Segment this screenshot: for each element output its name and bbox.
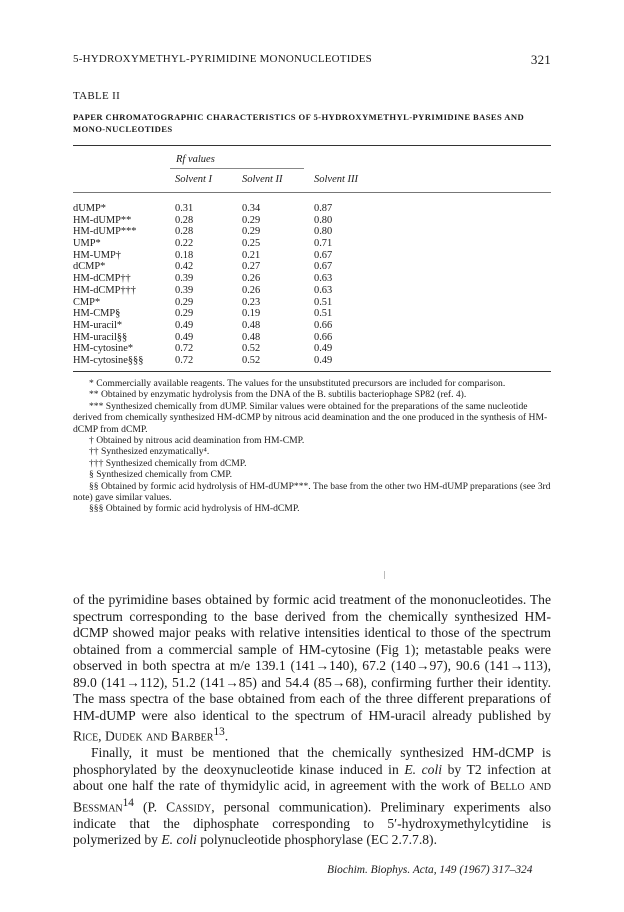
reference-number: 13: [213, 726, 225, 738]
footnote: *** Synthesized chemically from dUMP. Similar values were obtained for the preparations of the same nucleotide derived from chemically synthesized HM-dCMP by nitrous acid deamination and the one produced in the synthesis of HM-dCMP from dCMP.: [73, 400, 548, 435]
footnote: * Commercially available reagents. The values for the unsubstituted precursors are included for comparison.: [89, 378, 506, 389]
rf-cell-solvent-1: 0.28: [175, 214, 194, 226]
footnote: ** Obtained by enzymatic hydrolysis from the DNA of the B. subtilis bacteriophage SP82 (ref. 4).: [89, 389, 467, 401]
rf-cell-solvent-1: 0.39: [175, 273, 194, 285]
rf-cell-solvent-1: 0.28: [175, 226, 194, 238]
rf-cell-solvent-2: 0.27: [242, 261, 261, 273]
column-header-solvent-1: Solvent I: [175, 174, 213, 185]
header-rule: [73, 192, 551, 193]
table-body: [73, 203, 551, 367]
table-row: [73, 355, 551, 367]
footnote: § Synthesized chemically from CMP.: [89, 469, 233, 481]
rf-cell-solvent-3: 0.71: [314, 238, 333, 250]
table-footnotes: [73, 378, 551, 515]
rf-cell-solvent-3: 0.63: [314, 273, 333, 285]
rf-cell-solvent-1: 0.49: [175, 319, 194, 331]
rf-cell-solvent-2: 0.29: [242, 214, 261, 226]
rf-cell-solvent-1: 0.29: [175, 308, 194, 320]
column-header-solvent-3: Solvent III: [314, 174, 359, 185]
rf-cell-solvent-2: 0.19: [242, 308, 261, 320]
rf-cell-solvent-3: 0.66: [314, 331, 333, 343]
table-row: [73, 343, 551, 355]
rf-cell-solvent-1: 0.72: [175, 354, 194, 366]
rf-cell-solvent-3: 0.67: [314, 249, 333, 261]
journal-citation: Biochim. Biophys. Acta, 149 (1967) 317–324: [327, 864, 533, 876]
rf-cell-solvent-2: 0.25: [242, 238, 261, 250]
reference-number: 14: [122, 796, 134, 809]
table-row: [73, 308, 551, 320]
rf-cell-solvent-1: 0.29: [175, 296, 194, 308]
compound-cell: dUMP*: [73, 203, 106, 214]
rf-cell-solvent-3: 0.49: [314, 343, 333, 355]
footnote: †† Synthesized enzymatically⁴.: [89, 446, 210, 458]
rf-cell-solvent-2: 0.23: [242, 296, 261, 308]
table-row: [73, 226, 551, 238]
rf-cell-solvent-2: 0.29: [242, 226, 261, 238]
rf-cell-solvent-2: 0.48: [242, 331, 261, 343]
table-top-rule: [73, 145, 551, 146]
author-names: Rice, Dudek and Barber: [73, 728, 214, 744]
compound-cell: HM-dUMP**: [73, 214, 132, 226]
table-row: [73, 215, 551, 227]
compound-cell: HM-UMP†: [73, 249, 121, 261]
body-text: [73, 592, 551, 849]
table-row: [73, 250, 551, 262]
rf-cell-solvent-3: 0.80: [314, 214, 333, 226]
table-row: [73, 285, 551, 297]
rf-cell-solvent-1: 0.42: [175, 261, 194, 273]
rf-cell-solvent-3: 0.66: [314, 319, 333, 331]
paragraph: Finally, it must be mentioned that the chemically synthesized HM-dCMP is phosphorylated by the deoxynucleotide kinase induced in E. coli by T2 infection at about one half the rate of thymidylic acid, in agreement with the work of Bello and Bessman$^{14}$ (P. Cassidy, personal communication). Preliminary experiments also indicate that the diphosphate corresponding to 5′-hydroxymethylcytidine is polymerized by E. coli polynucleotide phosphorylase (EC 2.7.7.8).: [73, 745, 551, 848]
paragraph-continued: of the pyrimidine bases obtained by formic acid treatment of the mononucleotides. The spectrum corresponding to the base derived from the chemically synthesized HM-dCMP showed major peaks with relative intensities identical to those of the spectrum obtained from a commercial sample of HM-cytosine (Fig 1); metastable peaks were observed in both spectra at m/e 139.1 (141→140), 67.2 (140→97), 90.6 (141→113), 89.0 (141→112), 51.2 (141→85) and 54.4 (85→68), confirming further their identity. The mass spectra of the base obtained from each of the three different preparations of HM-dUMP were also identical to the spectrum of HM-uracil already published by Rice, Dudek and Barber$^{13}$.: [73, 592, 551, 744]
rf-cell-solvent-1: 0.22: [175, 238, 194, 250]
author-names: Bello and Bessman: [73, 778, 551, 815]
rf-cell-solvent-1: 0.72: [175, 343, 194, 355]
rf-cell-solvent-3: 0.87: [314, 203, 333, 214]
rf-cell-solvent-3: 0.67: [314, 261, 333, 273]
compound-cell: HM-cytosine§§§: [73, 354, 144, 366]
rf-heading-rule: [170, 168, 304, 169]
rf-cell-solvent-3: 0.51: [314, 296, 333, 308]
table-bottom-rule: [73, 371, 551, 372]
compound-cell: HM-uracil*: [73, 319, 123, 331]
table-row: [73, 238, 551, 250]
table-row: [73, 332, 551, 344]
compound-cell: HM-uracil§§: [73, 331, 128, 343]
page-number: 321: [530, 52, 551, 67]
compound-cell: UMP*: [73, 238, 101, 250]
rf-cell-solvent-2: 0.26: [242, 284, 261, 296]
footnote: §§ Obtained by formic acid hydrolysis of HM-dUMP***. The base from the other two HM-dUMP preparations (see 3rd note) gave similar values.: [73, 480, 551, 504]
running-title: 5-HYDROXYMETHYL-PYRIMIDINE MONONUCLEOTIDES: [73, 53, 372, 65]
table-row: [73, 273, 551, 285]
rf-cell-solvent-2: 0.21: [242, 249, 261, 261]
compound-cell: CMP*: [73, 296, 101, 308]
rf-cell-solvent-2: 0.52: [242, 354, 261, 366]
compound-cell: HM-dCMP††: [73, 273, 131, 285]
rf-cell-solvent-2: 0.26: [242, 273, 261, 285]
table-row: [73, 320, 551, 332]
rf-cell-solvent-1: 0.39: [175, 284, 194, 296]
table-row: [73, 261, 551, 273]
rf-cell-solvent-1: 0.49: [175, 331, 194, 343]
compound-cell: HM-CMP§: [73, 308, 121, 320]
rf-cell-solvent-3: 0.63: [314, 284, 333, 296]
table-caption: PAPER CHROMATOGRAPHIC CHARACTERISTICS OF 5-HYDROXYMETHYL-PYRIMIDINE BASES AND MONO-NUCLEOTIDES: [73, 112, 525, 134]
table-label: TABLE II: [73, 90, 121, 102]
rf-cell-solvent-1: 0.31: [175, 203, 194, 214]
compound-cell: HM-dUMP***: [73, 226, 137, 238]
rf-cell-solvent-3: 0.80: [314, 226, 333, 238]
table-row: [73, 297, 551, 309]
rf-values-heading: Rf values: [176, 154, 215, 165]
footnote: ††† Synthesized chemically from dCMP.: [89, 457, 247, 469]
rf-cell-solvent-2: 0.52: [242, 343, 261, 355]
compound-cell: HM-cytosine*: [73, 343, 134, 355]
rf-cell-solvent-1: 0.18: [175, 249, 194, 261]
table-row: [73, 203, 551, 215]
rf-cell-solvent-2: 0.48: [242, 319, 261, 331]
rf-cell-solvent-2: 0.34: [242, 203, 261, 214]
compound-cell: HM-dCMP†††: [73, 284, 136, 296]
column-header-solvent-2: Solvent II: [242, 174, 283, 185]
rf-cell-solvent-3: 0.49: [314, 354, 333, 366]
footnote: † Obtained by nitrous acid deamination from HM-CMP.: [89, 435, 305, 447]
stray-mark: [384, 571, 385, 579]
compound-cell: dCMP*: [73, 261, 106, 273]
rf-cell-solvent-3: 0.51: [314, 308, 333, 320]
footnote: §§§ Obtained by formic acid hydrolysis of HM-dCMP.: [89, 503, 300, 515]
